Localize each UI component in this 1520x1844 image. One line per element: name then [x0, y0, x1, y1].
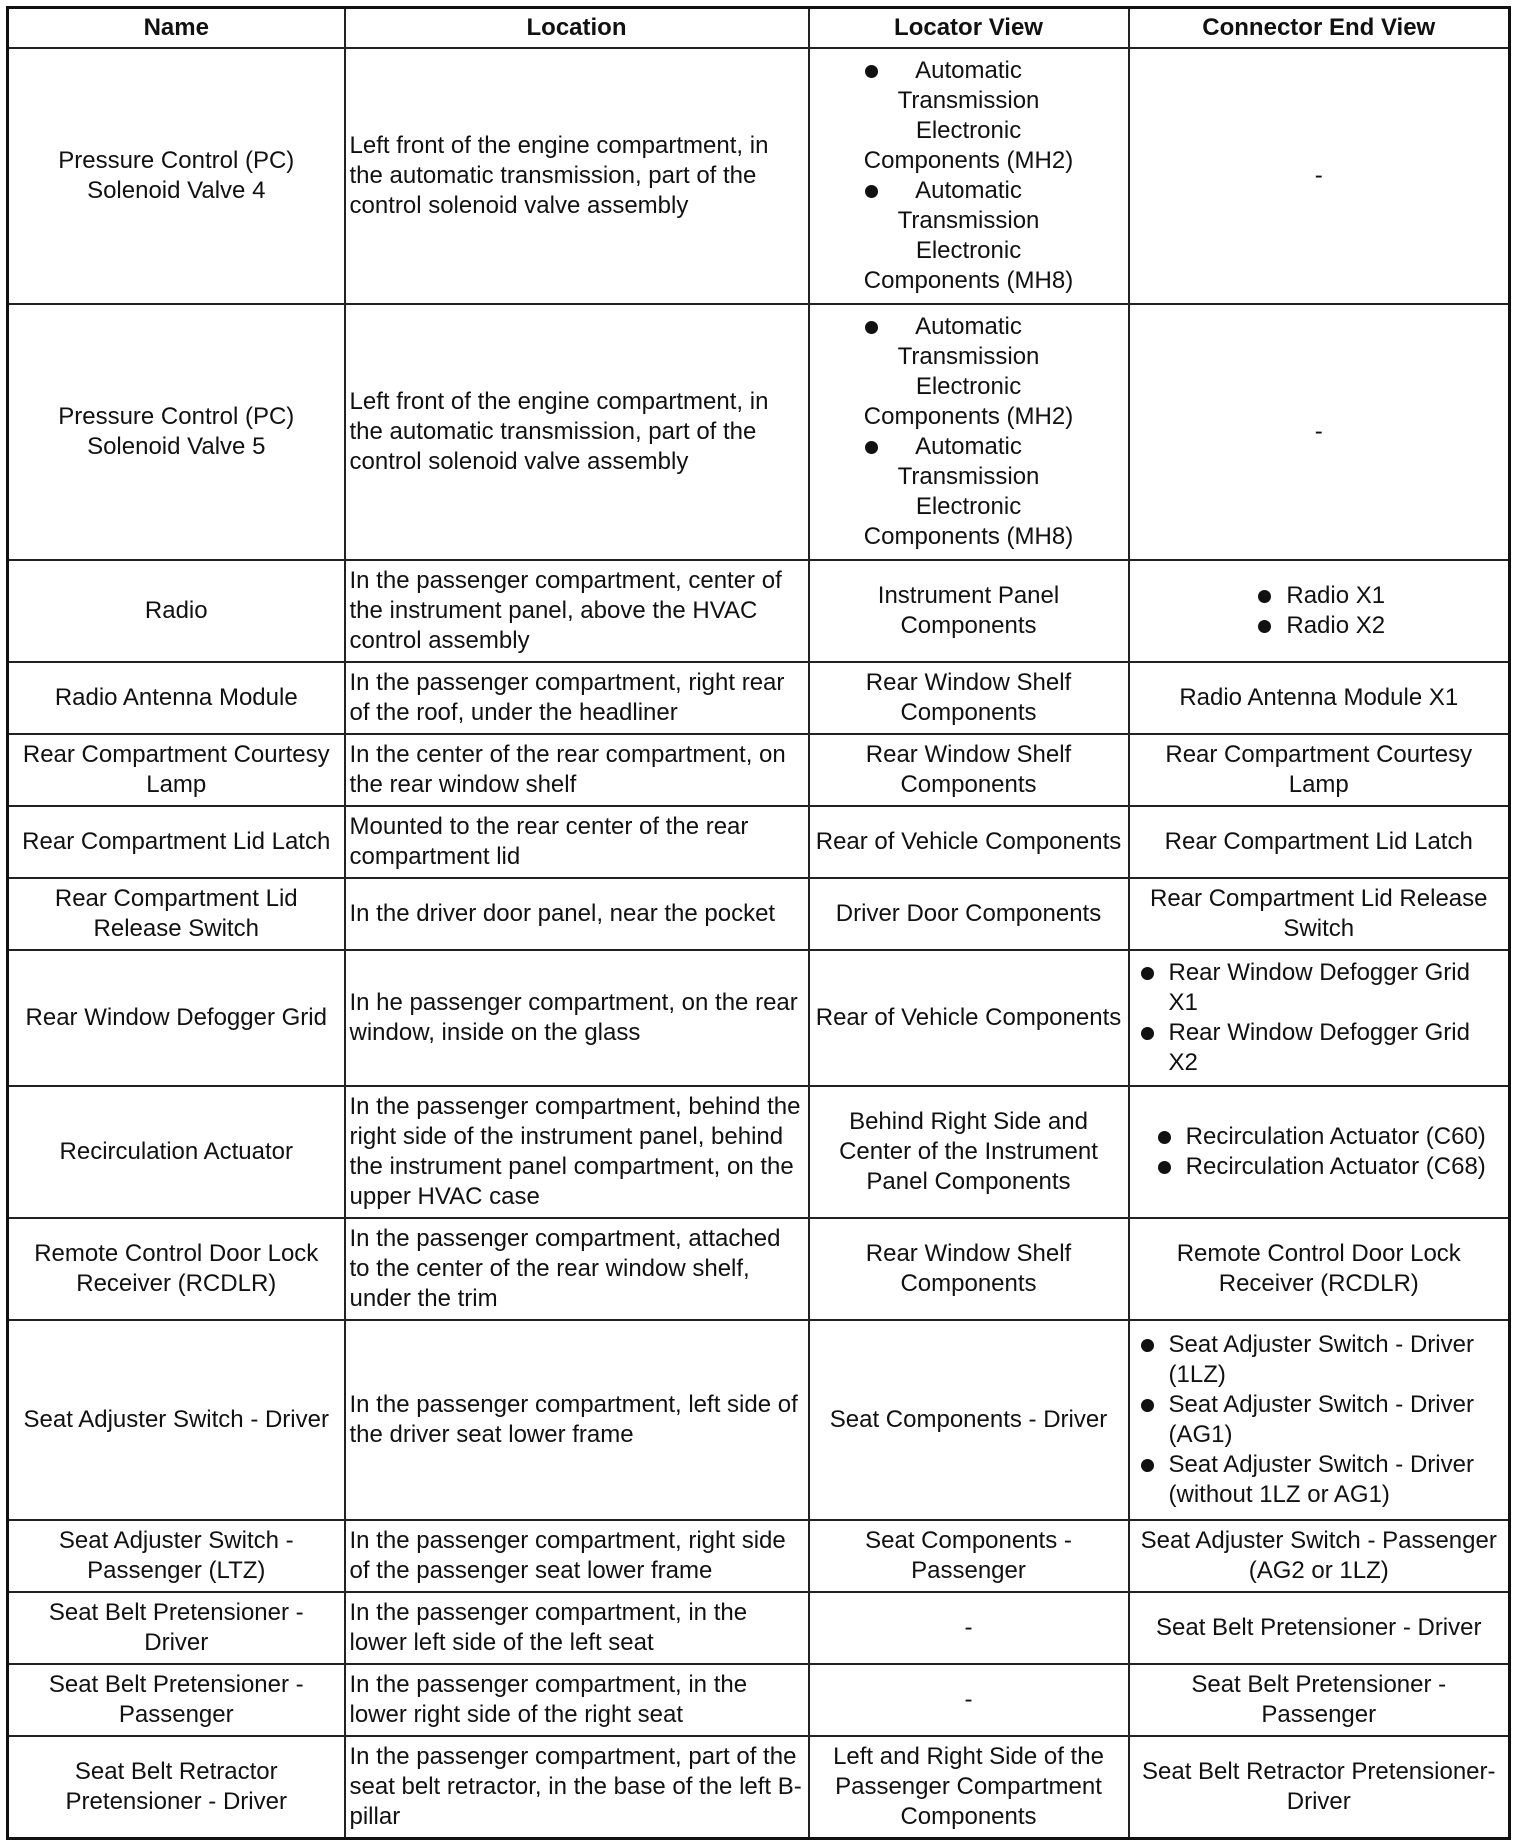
- locator-view-list: [859, 56, 1079, 296]
- bullet-item-label: Recirculation Actuator (C68): [1185, 1153, 1486, 1180]
- connector-end-view-text: -: [1314, 162, 1323, 189]
- component-name: Pressure Control (PC) Solenoid Valve 4: [8, 48, 345, 304]
- locator-view-text: Behind Right Side and Center of the Instrument Panel Components: [839, 1108, 1098, 1195]
- locator-view: [809, 878, 1129, 950]
- connector-end-view: [1129, 1664, 1510, 1736]
- locator-view: [809, 560, 1129, 662]
- component-name: Rear Compartment Lid Latch: [8, 806, 345, 878]
- table-row: [8, 950, 1510, 1086]
- bullet-item: [1135, 1390, 1504, 1450]
- component-name: Rear Compartment Lid Release Switch: [8, 878, 345, 950]
- table-row: [8, 734, 1510, 806]
- connector-end-view: [1129, 1218, 1510, 1320]
- component-name: Seat Belt Pretensioner - Passenger: [8, 1664, 345, 1736]
- component-name: Recirculation Actuator: [8, 1086, 345, 1218]
- locator-view-text: Rear Window Shelf Components: [865, 741, 1072, 798]
- component-location: In the passenger compartment, in the lower right side of the right seat: [345, 1664, 809, 1736]
- locator-view: [809, 1520, 1129, 1592]
- header-locator-view: Locator View: [809, 8, 1129, 49]
- connector-end-view-list: [1152, 1122, 1486, 1182]
- component-name: Seat Adjuster Switch - Passenger (LTZ): [8, 1520, 345, 1592]
- component-location: In the center of the rear compartment, on the rear window shelf: [345, 734, 809, 806]
- bullet-item-label: Seat Adjuster Switch - Driver (1LZ): [1168, 1331, 1474, 1388]
- bullet-item-label: Automatic Transmission Electronic Components (MH2): [863, 57, 1074, 174]
- table-row: [8, 1086, 1510, 1218]
- locator-view: [809, 1218, 1129, 1320]
- bullet-item: [859, 432, 1079, 552]
- connector-end-view-text: Radio Antenna Module X1: [1179, 684, 1459, 711]
- table-row: [8, 1520, 1510, 1592]
- connector-end-view: [1129, 1520, 1510, 1592]
- connector-end-view: [1129, 1320, 1510, 1520]
- header-name: Name: [8, 8, 345, 49]
- locator-view: [809, 1592, 1129, 1664]
- connector-end-view-text: Seat Belt Pretensioner - Driver: [1156, 1614, 1482, 1641]
- bullet-item: [1135, 1330, 1504, 1390]
- connector-end-view: [1129, 1592, 1510, 1664]
- bullet-item: [1135, 1450, 1504, 1510]
- table-row: [8, 304, 1510, 560]
- component-location: Mounted to the rear center of the rear compartment lid: [345, 806, 809, 878]
- bullet-item-label: Radio X2: [1286, 612, 1386, 639]
- connector-end-view-list: [1135, 1330, 1504, 1510]
- component-name: Seat Adjuster Switch - Driver: [8, 1320, 345, 1520]
- component-location: In the passenger compartment, right side of the passenger seat lower frame: [345, 1520, 809, 1592]
- connector-end-view: [1129, 950, 1510, 1086]
- component-location: In the passenger compartment, in the lower left side of the left seat: [345, 1592, 809, 1664]
- bullet-item: [1252, 611, 1385, 641]
- bullet-item-label: Seat Adjuster Switch - Driver (AG1): [1168, 1391, 1474, 1448]
- bullet-item-label: Automatic Transmission Electronic Components (MH8): [863, 433, 1074, 550]
- connector-end-view: [1129, 734, 1510, 806]
- locator-view: [809, 1320, 1129, 1520]
- table-body: [8, 48, 1510, 1838]
- locator-view: [809, 662, 1129, 734]
- component-name: Remote Control Door Lock Receiver (RCDLR): [8, 1218, 345, 1320]
- table-row: [8, 1664, 1510, 1736]
- bullet-item: [1135, 958, 1504, 1018]
- locator-view: [809, 950, 1129, 1086]
- bullet-item-label: Rear Window Defogger Grid X2: [1168, 1019, 1470, 1076]
- table-row: [8, 1320, 1510, 1520]
- locator-view: [809, 806, 1129, 878]
- component-location: In the driver door panel, near the pocket: [345, 878, 809, 950]
- bullet-item-label: Rear Window Defogger Grid X1: [1168, 959, 1470, 1016]
- connector-end-view-text: Rear Compartment Lid Latch: [1164, 828, 1473, 855]
- locator-view: [809, 1086, 1129, 1218]
- bullet-item: [1152, 1122, 1486, 1152]
- header-row: [8, 8, 1510, 49]
- component-location: Left front of the engine compartment, in the automatic transmission, part of the control solenoid valve assembly: [345, 304, 809, 560]
- document-page: [6, 6, 1508, 1840]
- bullet-item-label: Radio X1: [1286, 582, 1386, 609]
- connector-end-view: [1129, 878, 1510, 950]
- locator-view: [809, 734, 1129, 806]
- component-locator-table: [6, 6, 1511, 1840]
- connector-end-view: [1129, 48, 1510, 304]
- connector-end-view-list: [1252, 581, 1385, 641]
- table-row: [8, 662, 1510, 734]
- bullet-item: [1135, 1018, 1504, 1078]
- locator-view: [809, 48, 1129, 304]
- connector-end-view-text: Rear Compartment Lid Release Switch: [1150, 885, 1488, 942]
- component-name: Pressure Control (PC) Solenoid Valve 5: [8, 304, 345, 560]
- locator-view-text: Rear Window Shelf Components: [865, 669, 1072, 726]
- header-location: Location: [345, 8, 809, 49]
- connector-end-view: [1129, 1736, 1510, 1838]
- connector-end-view-list: [1135, 958, 1504, 1078]
- locator-view-text: Seat Components - Passenger: [865, 1527, 1072, 1584]
- table-row: [8, 48, 1510, 304]
- component-location: In he passenger compartment, on the rear window, inside on the glass: [345, 950, 809, 1086]
- component-location: In the passenger compartment, attached to the center of the rear window shelf, under the trim: [345, 1218, 809, 1320]
- locator-view-text: Driver Door Components: [835, 900, 1102, 927]
- locator-view: [809, 1664, 1129, 1736]
- locator-view-text: Rear of Vehicle Components: [815, 828, 1122, 855]
- component-location: In the passenger compartment, left side of the driver seat lower frame: [345, 1320, 809, 1520]
- connector-end-view-text: Rear Compartment Courtesy Lamp: [1165, 741, 1473, 798]
- table-row: [8, 1218, 1510, 1320]
- locator-view-list: [859, 312, 1079, 552]
- bullet-item-label: Automatic Transmission Electronic Components (MH8): [863, 177, 1074, 294]
- connector-end-view: [1129, 304, 1510, 560]
- connector-end-view-text: Seat Belt Retractor Pretensioner-Driver: [1142, 1757, 1496, 1815]
- bullet-item: [859, 176, 1079, 296]
- locator-view-text: Rear Window Shelf Components: [865, 1240, 1072, 1297]
- locator-view-text: -: [964, 1686, 973, 1713]
- component-name: Rear Window Defogger Grid: [8, 950, 345, 1086]
- table-row: [8, 878, 1510, 950]
- locator-view: [809, 1736, 1129, 1838]
- component-location: In the passenger compartment, right rear of the roof, under the headliner: [345, 662, 809, 734]
- connector-end-view-text: Seat Belt Pretensioner - Passenger: [1191, 1671, 1447, 1728]
- component-name: Radio Antenna Module: [8, 662, 345, 734]
- component-location: In the passenger compartment, center of the instrument panel, above the HVAC control assembly: [345, 560, 809, 662]
- component-location: Left front of the engine compartment, in the automatic transmission, part of the control solenoid valve assembly: [345, 48, 809, 304]
- header-connector-end-view: Connector End View: [1129, 8, 1510, 49]
- connector-end-view-text: -: [1314, 418, 1323, 445]
- locator-view: [809, 304, 1129, 560]
- component-name: Rear Compartment Courtesy Lamp: [8, 734, 345, 806]
- connector-end-view: [1129, 1086, 1510, 1218]
- connector-end-view: [1129, 806, 1510, 878]
- component-name: Seat Belt Retractor Pretensioner - Driver: [8, 1736, 345, 1838]
- bullet-item: [859, 312, 1079, 432]
- locator-view-text: Left and Right Side of the Passenger Compartment Components: [833, 1742, 1104, 1830]
- bullet-item-label: Automatic Transmission Electronic Components (MH2): [863, 313, 1074, 430]
- connector-end-view: [1129, 662, 1510, 734]
- bullet-item: [1252, 581, 1385, 611]
- table-row: [8, 560, 1510, 662]
- component-name: Seat Belt Pretensioner - Driver: [8, 1592, 345, 1664]
- table-row: [8, 1592, 1510, 1664]
- locator-view-text: Rear of Vehicle Components: [815, 1004, 1122, 1031]
- bullet-item-label: Seat Adjuster Switch - Driver (without 1LZ or AG1): [1168, 1451, 1474, 1508]
- bullet-item: [1152, 1152, 1486, 1182]
- component-location: In the passenger compartment, behind the right side of the instrument panel, behind the instrument panel compartment, on the upper HVAC case: [345, 1086, 809, 1218]
- connector-end-view-text: Remote Control Door Lock Receiver (RCDLR): [1176, 1240, 1461, 1297]
- component-location: In the passenger compartment, part of the seat belt retractor, in the base of the left B-pillar: [345, 1736, 809, 1838]
- bullet-item: [859, 56, 1079, 176]
- table-row: [8, 806, 1510, 878]
- connector-end-view: [1129, 560, 1510, 662]
- locator-view-text: -: [964, 1614, 973, 1641]
- table-row: [8, 1736, 1510, 1838]
- connector-end-view-text: Seat Adjuster Switch - Passenger (AG2 or 1LZ): [1140, 1527, 1497, 1584]
- component-name: Radio: [8, 560, 345, 662]
- bullet-item-label: Recirculation Actuator (C60): [1185, 1123, 1486, 1150]
- locator-view-text: Seat Components - Driver: [829, 1406, 1108, 1433]
- locator-view-text: Instrument Panel Components: [877, 582, 1060, 639]
